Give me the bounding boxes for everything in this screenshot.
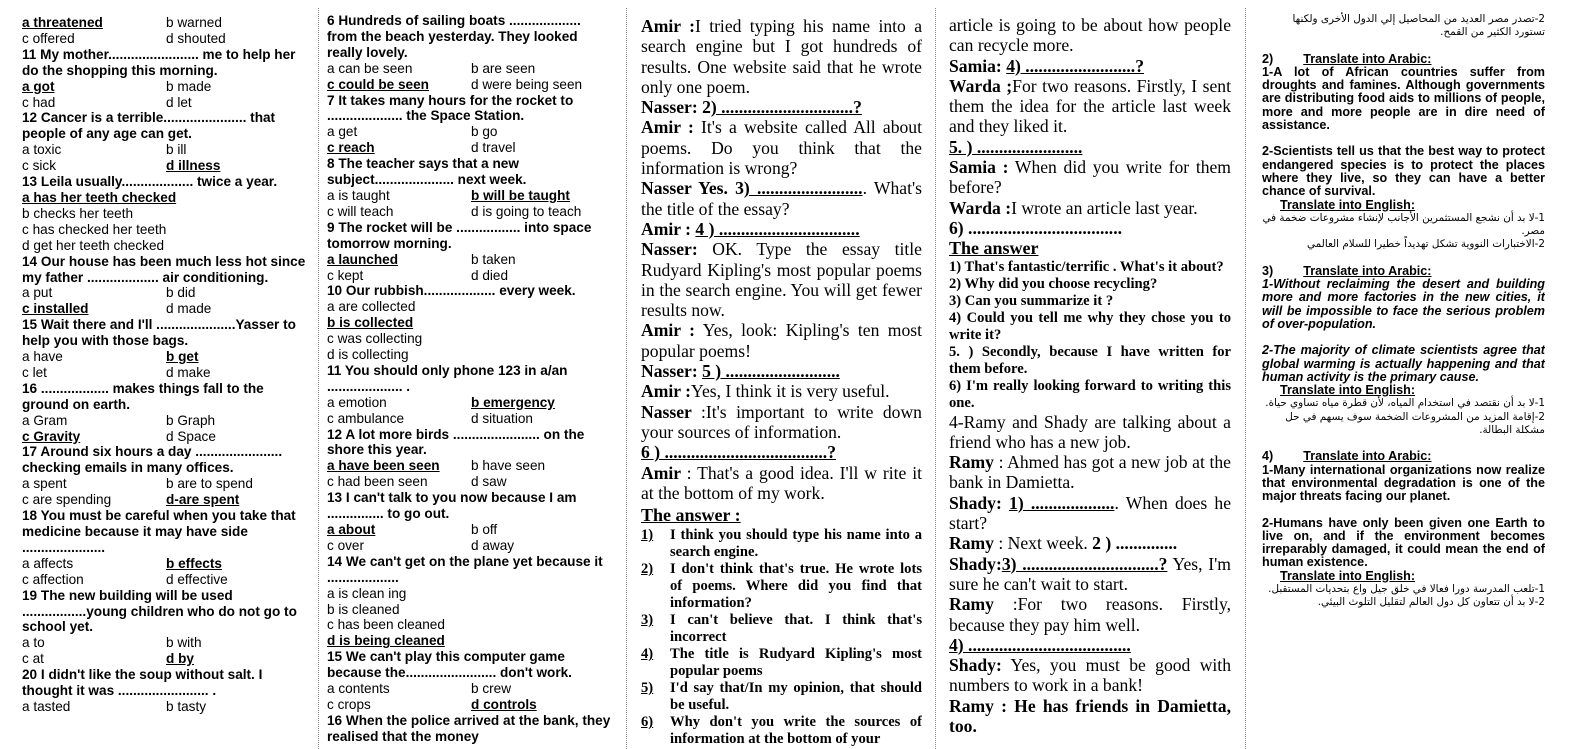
option-row: [327, 458, 612, 474]
speaker: Ramy: [949, 533, 999, 554]
option-b: b are seen: [471, 60, 536, 76]
dialogue-text: . When does he start?: [949, 492, 1231, 534]
question-text: 16 .................. makes things fall to the ground on earth.: [22, 380, 264, 412]
option-b: d shouted: [166, 30, 226, 46]
speaker: Nasser Yes. 3: [641, 178, 744, 199]
option-a: c reach: [327, 140, 375, 156]
option-row: [327, 697, 612, 713]
option-a: a tasted: [22, 698, 71, 714]
option-a: a emotion: [327, 394, 387, 410]
translation-section: [1262, 53, 1545, 252]
option-a: a spent: [22, 476, 67, 492]
dialogue-line: [949, 594, 1231, 635]
dialogue-line: [641, 117, 922, 178]
dialogue-line: [641, 239, 922, 320]
option-b: b with: [166, 635, 202, 651]
gap-blank: 2 ) ..............: [1092, 533, 1178, 554]
answer-item: 4) Could you tell me why they chose you to write it?: [949, 309, 1231, 343]
option-row: [22, 651, 312, 667]
option-row: [22, 15, 312, 31]
section-heading: [1262, 265, 1545, 278]
option-a: a got: [22, 78, 55, 94]
option-a: a threatened: [22, 15, 103, 30]
option-line: c has checked her teeth: [22, 221, 167, 237]
option-line: b is collected: [327, 315, 414, 331]
option-a: c crops: [327, 696, 371, 712]
option-a: a affects: [22, 555, 74, 571]
gap-blank: 6 ) .....................................?: [641, 442, 836, 463]
option-b: d situation: [471, 410, 533, 426]
speaker: Amir :: [641, 117, 694, 138]
english-paragraph: 1-Without reclaiming the desert and building more and more factories in the new cities, it will be impossible to face the serious problem of over-population.: [1262, 277, 1545, 331]
dialogue-line: [949, 137, 1231, 157]
dialogue-line: [949, 56, 1231, 76]
option-b: d made: [166, 301, 212, 317]
dialogue-text: Yes, I think it is very useful.: [691, 381, 890, 402]
question-text: 13 I can't talk to you now because I am ............... to go out.: [327, 490, 577, 522]
gap-blank: 5. ) ........................: [949, 136, 1083, 157]
dialogue-line: [641, 381, 922, 401]
speaker: Ramy: [949, 452, 999, 473]
option-b: d Space: [166, 428, 216, 444]
arabic-sentence: 1-لا بد أن نقتصد في استخدام المياه، لأن قطرة مياه تساوي حياة.: [1265, 397, 1545, 410]
speaker: Amir :: [641, 218, 696, 239]
dialogue-line: [641, 463, 922, 504]
option-b: b tasty: [166, 698, 207, 714]
option-row: [22, 413, 312, 429]
option-row: [22, 349, 312, 365]
dialogue-line: [641, 16, 922, 97]
option-a: c offered: [22, 30, 75, 46]
option-b: b ill: [166, 142, 187, 158]
option-b: d-are spent: [166, 492, 240, 508]
translation-section: [1262, 450, 1545, 609]
option-b: b did: [166, 285, 196, 301]
option-row: [22, 635, 312, 651]
dialogue-text: OK. Type the essay title Rudyard Kipling's most popular poems in the search engine. You will get fewer results now.: [641, 239, 922, 321]
option-a: c could be seen: [327, 76, 429, 92]
answer-title: The answer :: [641, 505, 741, 526]
dialogue-text: . What's the title of the essay?: [641, 178, 922, 219]
dialogue-column-1: [641, 0, 922, 749]
question-text: 11 My mother........................ me to help her do the shopping this morning.: [22, 46, 296, 78]
dialogue-lines: [641, 16, 922, 503]
option-row: [22, 301, 312, 317]
dialogue-line: [949, 157, 1231, 198]
answer-list: [949, 259, 1231, 412]
dialogue-column-2: [949, 0, 1231, 749]
translate-english-title: Translate into English:: [1280, 568, 1416, 583]
dialogue-line: [641, 402, 922, 443]
answer-number: 4): [641, 646, 654, 663]
answer-item: 3) Can you summarize it ?: [949, 292, 1114, 309]
english-paragraph: 2-Humans have only been given one Earth to live on, and if the environment becomes irreparably damaged, it could mean the end of human existence.: [1262, 515, 1545, 570]
answer-item: 5. ) Secondly, because I have written for them before.: [949, 343, 1231, 377]
option-b: b have seen: [471, 458, 546, 474]
option-b: b taken: [471, 251, 516, 267]
english-paragraph: 2-The majority of climate scientists agree that global warming is actually happening and that human activity is the primary cause.: [1262, 343, 1545, 384]
dialogue-line: [949, 493, 1231, 534]
arabic-sentence: 2-إقامة المزيد من المشروعات الضخمة سوف يسهم في حل مشكلة البطالة.: [1285, 410, 1545, 437]
option-a: c Gravity: [22, 428, 81, 444]
option-b: b go: [471, 124, 498, 140]
question-text: 14 Our house has been much less hot since my father ................... air conditioning.: [22, 253, 306, 285]
option-row: [22, 476, 312, 492]
option-a: c will teach: [327, 203, 394, 219]
dialogue-text: :For two reasons. Firstly, because they pay him well.: [949, 594, 1231, 635]
dialogue-intro: article is going to be about how people can recycle more.: [949, 15, 1231, 56]
question-text: 14 We can't get on the plane yet because it ...................: [327, 553, 603, 585]
dialogue-line: [949, 635, 1231, 655]
option-b: d illness: [166, 158, 221, 174]
answer-item: [641, 561, 922, 612]
speaker: Samia:: [949, 55, 1007, 76]
dialogue-text: : Next week.: [998, 533, 1093, 554]
speaker: Ramy: [949, 594, 1013, 615]
option-row: [22, 79, 312, 95]
speaker: 6) ...................................: [949, 217, 1122, 238]
answer-number: 6): [641, 714, 654, 731]
dialogue-text: :It's important to write down your sources of information.: [641, 401, 922, 442]
gap-blank: 4) .....................................: [949, 634, 1131, 655]
dialogue-line: [949, 554, 1231, 595]
speaker: Amir :: [641, 320, 695, 341]
translate-arabic-title: Translate into Arabic:: [1303, 449, 1432, 464]
option-a: c over: [327, 537, 365, 553]
column-separator-3: [935, 8, 936, 749]
question-text: 11 You should only phone 123 in a/an .................... .: [327, 362, 568, 394]
dialogue-text: : Ahmed has got a new job at the bank in Damietta.: [949, 452, 1231, 493]
dialogue-line: [641, 361, 922, 381]
column-separator-2: [626, 8, 627, 749]
option-b: b warned: [166, 15, 222, 30]
option-row: [22, 285, 312, 301]
speaker: Ramy : He has friends in Damietta, too.: [949, 695, 1231, 737]
option-a: a Gram: [22, 412, 68, 428]
question-text: 15 Wait there and I'll .....................Yasser to help you with those bags.: [22, 317, 296, 349]
option-b: d died: [471, 267, 509, 283]
option-row: [327, 538, 612, 554]
option-b: d let: [166, 94, 192, 110]
question-text: 8 The teacher says that a new subject..................... next week.: [327, 156, 527, 188]
dialogue-line: [949, 218, 1231, 238]
option-a: a to: [22, 635, 45, 651]
option-row: [327, 140, 612, 156]
question-text: 17 Around six hours a day ....................... checking emails in many offices.: [22, 444, 283, 476]
speaker: Warda :: [949, 197, 1012, 218]
option-b: b emergency: [471, 394, 555, 410]
dialogue2-intro: 4-Ramy and Shady are talking about a friend who has a new job.: [949, 411, 1231, 452]
option-b: b made: [166, 78, 212, 94]
option-a: a contents: [327, 681, 390, 697]
answer-number: 2): [641, 561, 654, 578]
option-line: b checks her teeth: [22, 205, 134, 221]
answer-item: 6) I'm really looking forward to writing this one.: [949, 377, 1231, 411]
option-a: a have: [22, 349, 63, 365]
dialogue-text: For two reasons. Firstly, I sent them the idea for the article last week and they liked it.: [949, 75, 1231, 137]
question-text: 20 I didn't like the soup without salt. I thought it was ........................ .: [22, 667, 263, 699]
option-a: c sick: [22, 158, 56, 174]
translate-arabic-title: Translate into Arabic:: [1303, 263, 1432, 278]
option-row: [327, 188, 612, 204]
dialogue-text: Yes, look: Kipling's ten most popular poems!: [641, 320, 922, 361]
option-line: a are collected: [327, 299, 416, 315]
section-number: 3): [1262, 263, 1274, 278]
option-a: a have been seen: [327, 458, 440, 474]
speaker: Nasser: 2: [641, 97, 711, 118]
option-a: a launched: [327, 251, 399, 267]
question-text: 19 The new building will be used .................young children who do not go to school yet.: [22, 587, 297, 635]
translate-english-title: Translate into English:: [1280, 383, 1416, 398]
answer-item: [641, 714, 922, 748]
option-line: c was collecting: [327, 331, 423, 347]
option-b: d away: [471, 537, 515, 553]
option-row: [22, 572, 312, 588]
answer-text: I don't think that's true. He wrote lots of poems. Where did you find that information?: [670, 561, 922, 612]
speaker: Nasser: [641, 401, 701, 422]
gap-blank: 4) .........................?: [1006, 55, 1144, 76]
column-separator-1: [318, 8, 319, 749]
dialogue-line: [949, 696, 1231, 737]
translate-english-title: Translate into English:: [1280, 197, 1416, 212]
speaker: Amir :: [641, 16, 695, 36]
answer-list: [641, 527, 922, 748]
option-row: [327, 522, 612, 538]
translation-column: [1262, 0, 1545, 749]
gap-blank: 1) ...................: [1009, 492, 1115, 513]
option-a: a about: [327, 522, 376, 537]
answer-number: 1): [641, 527, 654, 544]
answer-item: 1) That's fantastic/terrific . What's it about?: [949, 258, 1224, 275]
option-b: b will be taught: [471, 187, 570, 203]
mcq-column-2: [327, 0, 612, 749]
translation-section: [1262, 265, 1545, 438]
gap-blank: 5 ) ..........................: [702, 361, 840, 382]
section-number: 2): [1262, 51, 1274, 66]
option-row: [22, 158, 312, 174]
speaker: Amir: [641, 462, 687, 483]
speaker: Shady:: [949, 655, 1002, 676]
answer-number: 5): [641, 680, 654, 697]
option-row: [327, 268, 612, 284]
gap-blank: ) ..............................?: [710, 97, 862, 118]
english-paragraph: 1-Many international organizations now realize that environmental degradation is one of the major threats facing our planet.: [1262, 462, 1545, 504]
option-line: d is collecting: [327, 347, 409, 363]
option-a: a toxic: [22, 142, 62, 158]
question-text: 16 When the police arrived at the bank, they realised that the money: [327, 712, 611, 744]
option-row: [327, 77, 612, 93]
answer-item: 2) Why did you choose recycling?: [949, 275, 1158, 292]
dialogue-text: When did you write for them before?: [949, 157, 1231, 198]
question-text: 6 Hundreds of sailing boats ................... from the beach yesterday. They looked really lovely.: [327, 13, 581, 60]
option-row: [327, 411, 612, 427]
option-a: c had: [22, 94, 56, 110]
speaker: Samia :: [949, 157, 1009, 178]
dialogue-line: [949, 533, 1231, 553]
answer-title: The answer: [949, 238, 1039, 259]
option-row: [327, 681, 612, 697]
dialogue-line: [949, 655, 1231, 696]
question-text: 12 A lot more birds ....................... on the shore this year.: [327, 426, 585, 458]
option-b: d were being seen: [471, 76, 583, 92]
option-row: [22, 95, 312, 111]
answer-text: I can't believe that. I think that's incorrect: [670, 612, 922, 646]
option-a: a can be seen: [327, 60, 413, 76]
option-b: d controls: [471, 696, 537, 712]
section-heading: [1262, 53, 1545, 66]
option-b: b crew: [471, 681, 512, 697]
answer-item: [641, 646, 922, 680]
dialogue-line: [641, 442, 922, 462]
dialogue-text: : That's a good idea. I'll w rite it at the bottom of my work.: [641, 462, 922, 503]
arabic-sentence: 1-تلعب المدرسة دورا فعالا في خلق جيل واع بتحديات المستقبل.: [1268, 582, 1545, 595]
option-a: c at: [22, 651, 44, 667]
gap-blank: 4 ) ................................: [695, 218, 860, 239]
dialogue-line: [641, 320, 922, 361]
option-a: a is taught: [327, 187, 390, 203]
option-row: [22, 365, 312, 381]
question-text: 13 Leila usually................... twice a year.: [22, 174, 278, 190]
option-row: [22, 142, 312, 158]
gap-blank: 3) ...............................?: [1001, 553, 1168, 574]
option-line: a is clean ing: [327, 585, 407, 601]
dialogue-text: Yes, you must be good with numbers to work in a bank!: [949, 655, 1231, 696]
section-number: 4): [1262, 449, 1274, 464]
option-row: [327, 61, 612, 77]
option-b: b get: [166, 349, 199, 365]
speaker: Amir :: [641, 381, 691, 402]
option-row: [327, 474, 612, 490]
speaker: Warda ;: [949, 75, 1013, 96]
option-b: d saw: [471, 474, 507, 490]
gap-blank: ) ........................: [743, 178, 863, 199]
option-line: a has her teeth checked: [22, 189, 177, 205]
answer-text: Why don't you write the sources of information at the bottom of your: [670, 714, 922, 748]
answer-text: The title is Rudyard Kipling's most popular poems: [670, 646, 922, 680]
option-line: c has been cleaned: [327, 617, 445, 633]
option-line: d get her teeth checked: [22, 237, 165, 253]
arabic-sentence: 1-لا بد أن نشجع المستثمرين الأجانب لإنشاء مشروعات ضخمة في مصر.: [1262, 211, 1545, 238]
answer-item: [641, 612, 922, 646]
option-b: b off: [471, 522, 498, 537]
dialogue-line: [949, 198, 1231, 218]
option-a: c installed: [22, 301, 89, 317]
dialogue2-lines: [949, 452, 1231, 736]
option-a: a put: [22, 285, 53, 301]
speaker: Nasser:: [641, 361, 703, 382]
answer-number: 3): [641, 612, 654, 629]
option-row: [22, 699, 312, 715]
section-heading: [1262, 450, 1545, 463]
speaker: Shady:: [949, 553, 1002, 574]
translate-arabic-title: Translate into Arabic:: [1303, 51, 1432, 66]
answer-text: I'd say that/In my opinion, that should be useful.: [670, 680, 922, 714]
dialogue-line: [641, 219, 922, 239]
option-a: c affection: [22, 571, 84, 587]
option-line: b is cleaned: [327, 601, 400, 617]
dialogue-line: [949, 452, 1231, 493]
answer-item: [641, 680, 922, 714]
option-b: d effective: [166, 571, 228, 587]
option-row: [22, 31, 312, 47]
arabic-sentence: 2-تصدر مصر العديد من المحاصيل إلي الدول الأخرى ولكنها تستورد الكثير من القمح.: [1292, 13, 1545, 39]
dialogue-line: [641, 178, 922, 219]
option-line: d is being cleaned: [327, 633, 445, 649]
speaker: Nasser:: [641, 239, 698, 260]
dialogue-line: [949, 76, 1231, 137]
option-b: d make: [166, 364, 211, 380]
translation-sections: [1262, 53, 1545, 610]
option-row: [22, 492, 312, 508]
speaker: Shady:: [949, 492, 1010, 513]
option-a: c kept: [327, 267, 364, 283]
option-row: [327, 395, 612, 411]
option-row: [327, 204, 612, 220]
question-text: 9 The rocket will be ................. into space tomorrow morning.: [327, 219, 592, 251]
option-row: [22, 429, 312, 445]
option-row: [327, 252, 612, 268]
english-paragraph: 2-Scientists tell us that the best way to protect endangered species is to protect the places where they live, so they can have a better chance of survival.: [1262, 144, 1545, 199]
question-text: 12 Cancer is a terrible...................... that people of any age can get.: [22, 110, 276, 142]
option-a: c let: [22, 364, 47, 380]
dialogue-line: [641, 97, 922, 117]
option-a: c are spending: [22, 492, 112, 508]
question-text: 18 You must be careful when you take that medicine because it may have side ......................: [22, 508, 296, 555]
arabic-sentence: 2-لا بد أن تتعاون كل دول العالم لتقليل التلوث البيئي.: [1317, 596, 1545, 609]
dialogue-text: I tried typing his name into a search engine but I got hundreds of results. One website said that he wrote only one poem.: [641, 16, 922, 97]
dialogue-lines: [949, 56, 1231, 239]
option-b: d is going to teach: [471, 203, 582, 219]
option-row: [22, 556, 312, 572]
mcq-column-1: [22, 0, 312, 749]
option-b: d by: [166, 651, 194, 667]
option-a: c had been seen: [327, 474, 428, 490]
option-row: [327, 124, 612, 140]
option-b: b are to spend: [166, 476, 253, 492]
column-separator-4: [1245, 8, 1246, 749]
answer-item: [641, 527, 922, 561]
answer-text: I think you should type his name into a search engine.: [670, 527, 922, 561]
option-b: b Graph: [166, 412, 216, 428]
dialogue-text: It's a website called All about poems. Do you think that the information is wrong?: [641, 117, 922, 179]
option-a: c ambulance: [327, 410, 405, 426]
option-a: a get: [327, 124, 358, 140]
question-text: 10 Our rubbish................... every week.: [327, 283, 576, 299]
arabic-sentence: 2-الاختبارات النووية تشكل تهديداً خطيرا للسلام العالمي: [1307, 238, 1545, 251]
question-text: 7 It takes many hours for the rocket to .................... the Space Station.: [327, 92, 574, 124]
dialogue-text: I wrote an article last year.: [1011, 197, 1198, 218]
option-b: d travel: [471, 140, 516, 156]
option-b: b effects: [166, 555, 222, 571]
english-paragraph: 1-A lot of African countries suffer from droughts and famines. Although governments are distributing food aids to millions of people, more and more people are in dire need of assistance.: [1262, 64, 1545, 133]
question-text: 15 We can't play this computer game because the........................ don't work.: [327, 649, 572, 681]
dialogue-text: Yes, I'm sure he can't wait to start.: [949, 553, 1231, 594]
